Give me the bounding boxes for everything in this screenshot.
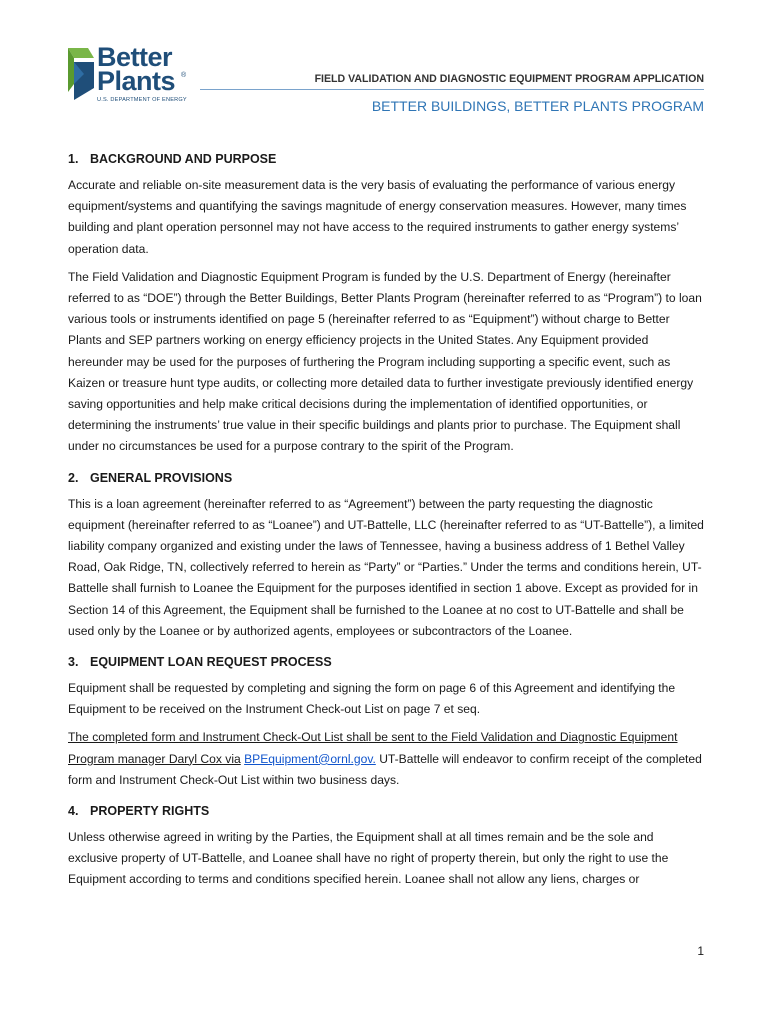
confirmation-text: UT-Battelle will endeavor to confirm receipt of the completed form and Instrument Check-Out List within two business days. (68, 751, 702, 787)
better-plants-logo (66, 44, 206, 106)
section-heading-loan-request (68, 653, 704, 671)
logo-agency: U.S. DEPARTMENT OF ENERGY (97, 97, 187, 103)
email-link[interactable]: BPEquipment@ornl.gov. (244, 751, 376, 766)
registered-mark: ® (181, 72, 187, 79)
underlined-instruction: The completed form and Instrument Check-Out List shall be sent to the Field Validation and Diagnostic Equipment Program manager Daryl Cox via (68, 730, 678, 766)
paragraph: Accurate and reliable on-site measurement data is the very basis of evaluating the performance of various energy equipment/systems and quantifying the savings magnitude of energy conservation measures. However, many times building and plant operation personnel may not have access to the required instruments to gather energy systems’ operation data. (68, 178, 687, 256)
section-title: GENERAL PROVISIONS (90, 470, 233, 485)
section-number: 3. (68, 655, 79, 670)
header-divider (200, 89, 704, 90)
section-number: 2. (68, 470, 79, 485)
section-heading-background (68, 150, 704, 168)
section-title: PROPERTY RIGHTS (90, 804, 210, 819)
section-number: 1. (68, 152, 79, 166)
submission-paragraph (68, 727, 704, 791)
logo-mark-icon (66, 44, 96, 104)
program-subtitle: BETTER BUILDINGS, BETTER PLANTS PROGRAM (371, 98, 704, 114)
paragraph: Unless otherwise agreed in writing by the Parties, the Equipment shall at all times remain and be the sole and exclusive property of UT-Battelle, and Loanee shall have no right of property therein, but only the right to use the Equipment according to terms and conditions specified herein. Loanee shall not allow any liens, charges or (68, 830, 669, 887)
section-number: 4. (68, 804, 79, 819)
paragraph: This is a loan agreement (hereinafter referred to as “Agreement”) between the party requesting the diagnostic equipment (hereinafter referred to as “Loanee”) and UT-Battelle, LLC (hereinafter referred to as “UT-Battelle”), a limited liability company organized and existing under the laws of Tennessee, having a business address of 1 Bethel Valley Road, Oak Ridge, TN, collectively referred to herein as “Party” or “Parties.” Under the terms and conditions herein, UT-Battelle shall furnish to Loanee the Equipment for the purposes identified in section 1 above. Except as provided for in Section 14 of this Agreement, the Equipment shall be furnished to the Loanee at no cost to UT-Battelle and shall be used only by the Loanee or by authorized agents, employees or subcontractors of the Loanee. (68, 496, 704, 638)
page-number: 1 (697, 944, 704, 958)
paragraph: The Field Validation and Diagnostic Equipment Program is funded by the U.S. Department of Energy (hereinafter referred to as “DOE”) through the Better Buildings, Better Plants Program (hereinafter referred to as “Program”) to loan various tools or instruments identified on page 5 (hereinafter referred to as “Equipment”) without charge to Better Plants and SEP partners working on energy efficiency projects in the United States. Any Equipment provided hereunder may be used for the purposes of furthering the Program including supporting a specific event, such as Kaizen or treasure hunt type audits, or collecting more detailed data to further investigate previously identified energy saving opportunities and help make critical decisions during the implementation of identified opportunities, or determining the instruments’ true value in their specific buildings and plants prior to purchase. The Equipment shall under no circumstances be used for a purpose contrary to the spirit of the Program. (68, 269, 702, 454)
logo-word-plants: Plants (97, 66, 176, 96)
section-heading-property-rights (68, 802, 704, 820)
section-title: BACKGROUND AND PURPOSE (90, 152, 277, 166)
paragraph: Equipment shall be requested by completing and signing the form on page 6 of this Agreement and identifying the Equipment to be received on the Instrument Check-out List on page 7 et seq. (68, 681, 676, 717)
logo-word-better: Better (97, 42, 173, 72)
section-title: EQUIPMENT LOAN REQUEST PROCESS (90, 655, 332, 670)
document-title: FIELD VALIDATION AND DIAGNOSTIC EQUIPMENT PROGRAM APPLICATION (314, 73, 704, 85)
document-body (68, 150, 704, 898)
section-heading-general-provisions (68, 469, 704, 487)
